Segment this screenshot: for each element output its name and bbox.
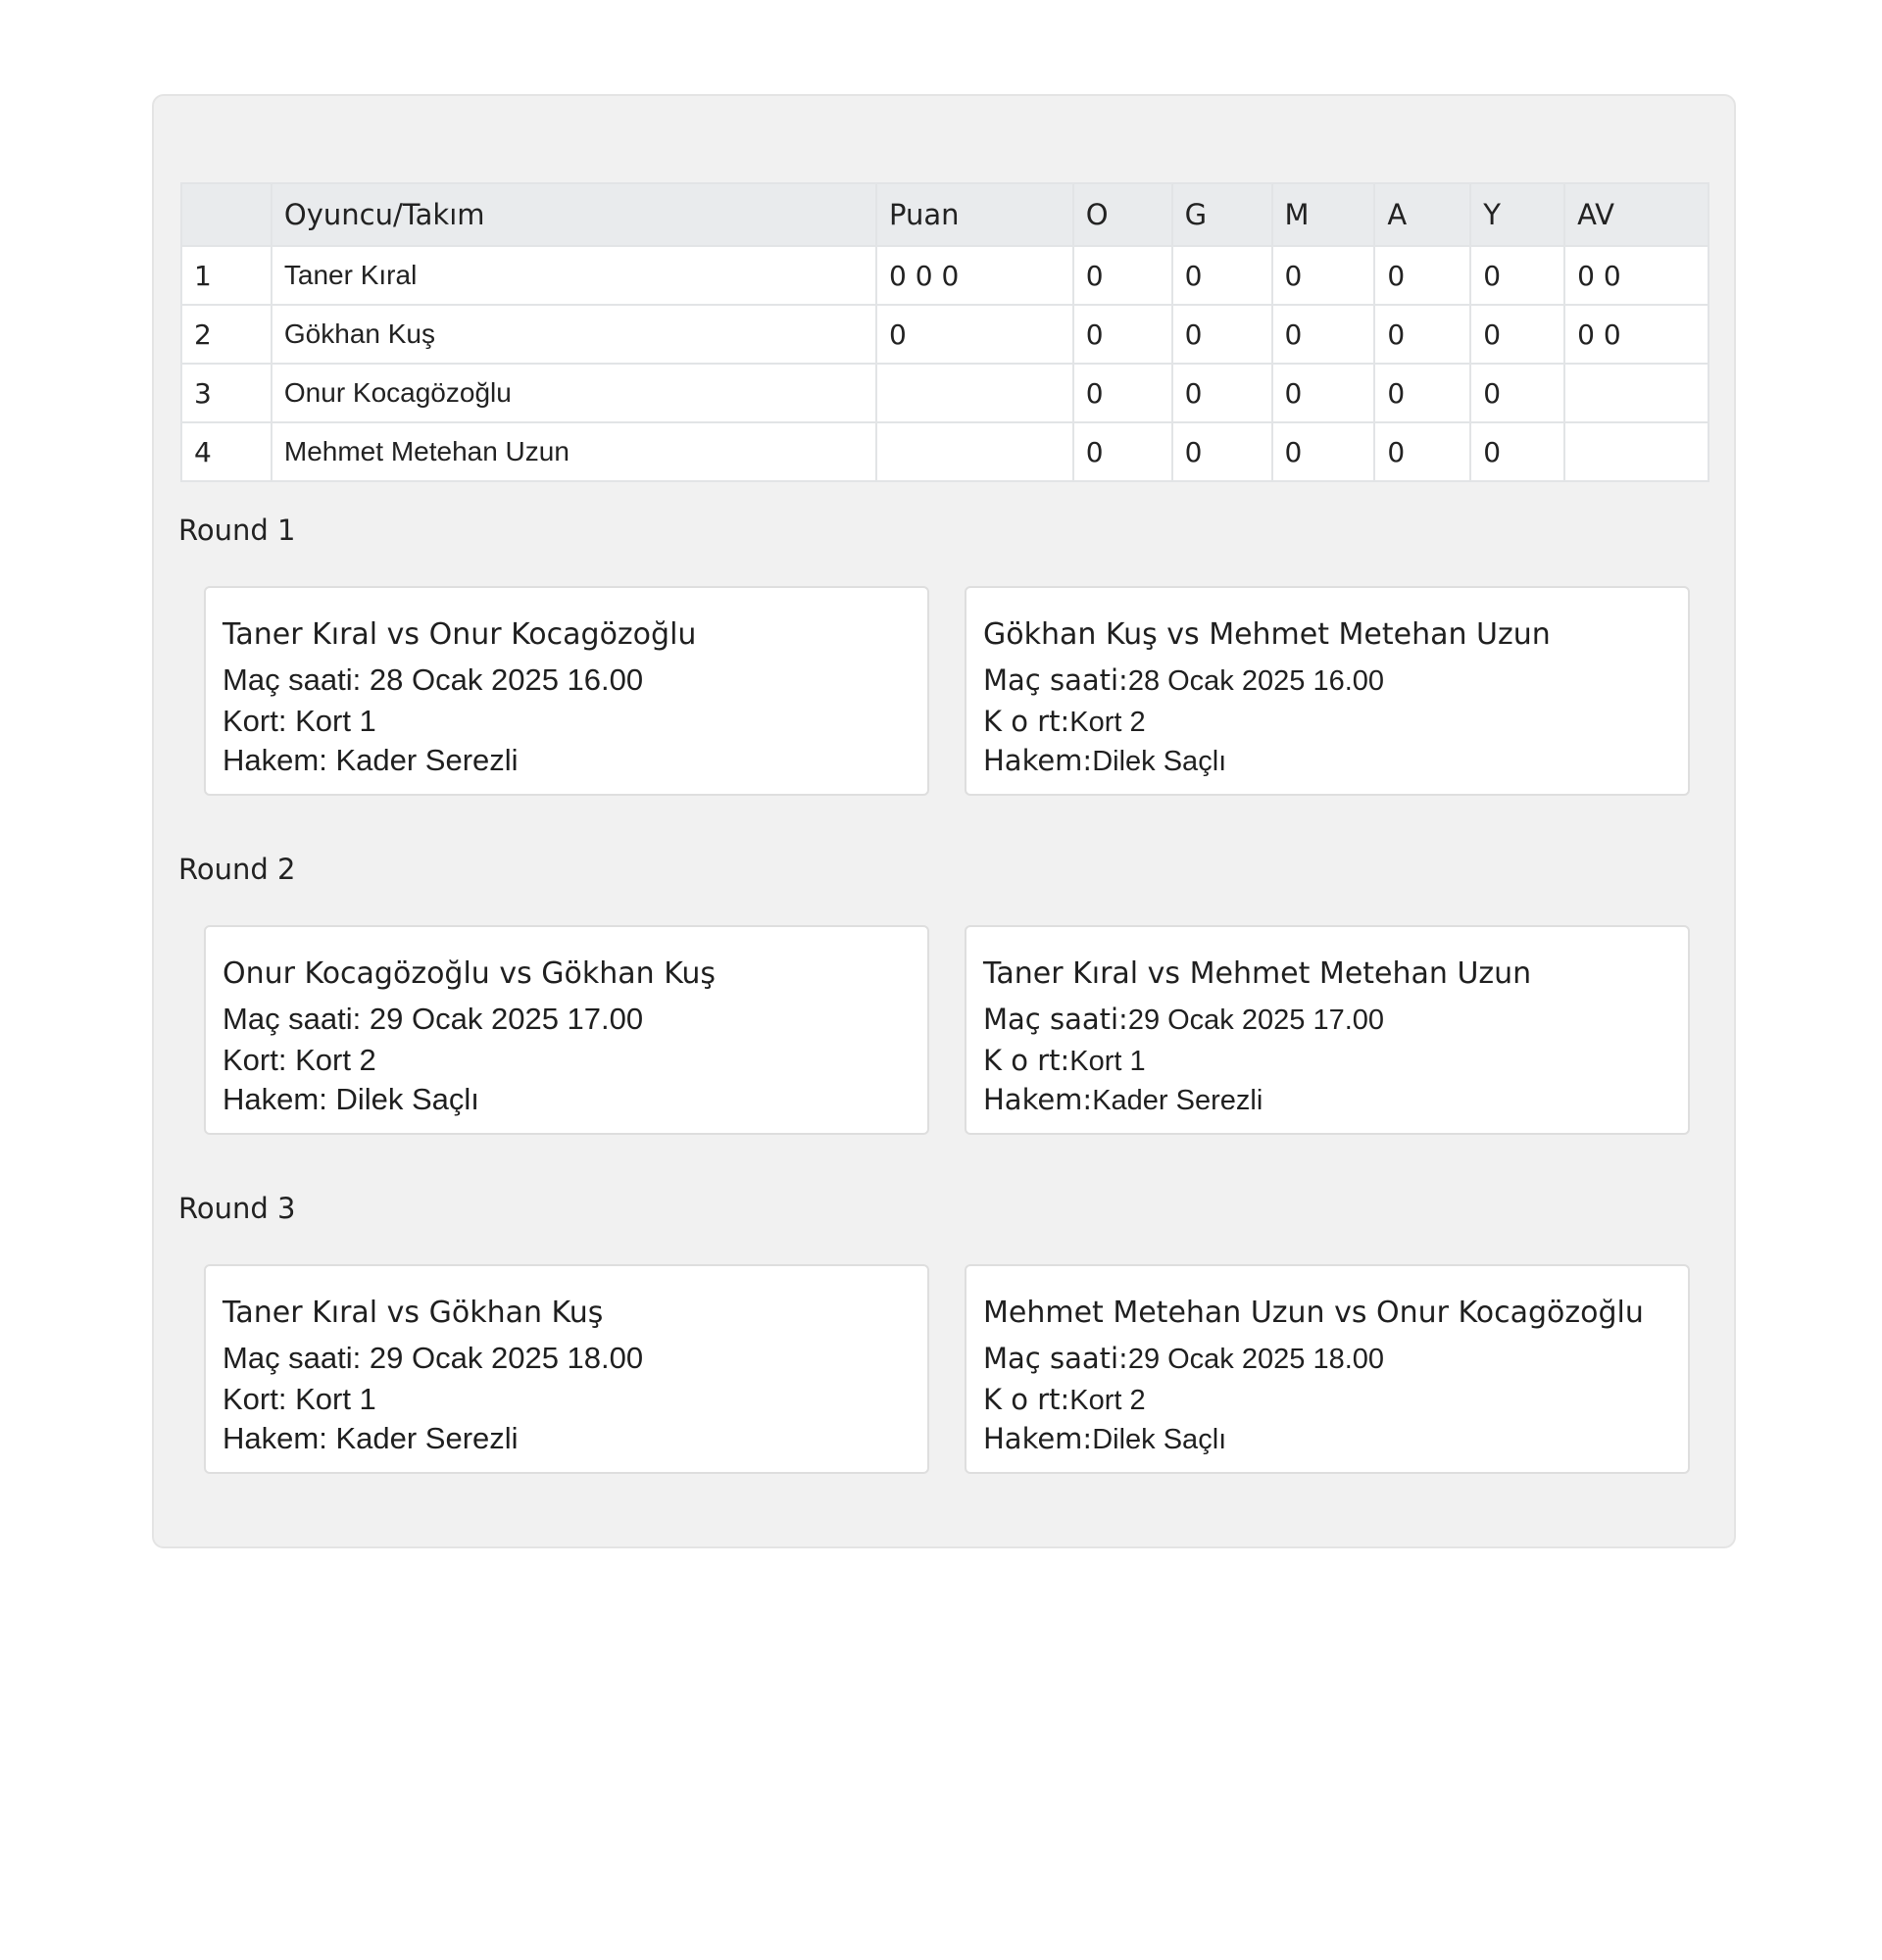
average-cell: 0 0 (1564, 246, 1709, 305)
match-time-label: Maç saati: (223, 662, 362, 697)
player-name-cell: Gökhan Kuş (272, 305, 876, 364)
match-time-value: 28 Ocak 2025 16.00 (1127, 665, 1385, 697)
points-cell (876, 364, 1073, 422)
match-time (223, 1341, 643, 1376)
match-time (983, 1002, 1384, 1037)
match-referee-label: Hakem: (983, 744, 1093, 777)
match-card (965, 586, 1690, 796)
match-time (983, 1341, 1384, 1376)
match-court-label: Kort: (223, 1382, 287, 1416)
match-title: Taner Kıral vs Gökhan Kuş (223, 1296, 604, 1330)
match-referee-label: Hakem: (223, 1421, 327, 1455)
match-referee-value: Dilek Saçlı (1092, 1424, 1227, 1455)
match-time-label: Maç saati: (223, 1341, 362, 1375)
match-court (223, 1382, 376, 1417)
match-title: Onur Kocagözoğlu vs Gökhan Kuş (223, 956, 717, 991)
match-court (983, 1382, 1146, 1417)
round-2-title: Round 2 (178, 853, 296, 886)
match-card (204, 925, 929, 1135)
match-court-label: K o rt: (983, 705, 1070, 738)
played-cell: 0 (1073, 246, 1172, 305)
match-referee-value: Kader Serezli (1092, 1085, 1263, 1116)
for-cell: 0 (1374, 364, 1470, 422)
for-cell: 0 (1374, 305, 1470, 364)
match-time-value: 29 Ocak 2025 18.00 (369, 1341, 644, 1375)
match-time-label: Maç saati: (983, 663, 1128, 697)
for-cell: 0 (1374, 422, 1470, 481)
round-1-title: Round 1 (178, 514, 296, 547)
match-referee-value: Kader Serezli (335, 1421, 519, 1455)
fixture-panel (152, 94, 1736, 1548)
header-rank (181, 183, 272, 246)
match-referee (983, 743, 1226, 778)
match-referee-value: Kader Serezli (335, 743, 519, 777)
won-cell: 0 (1172, 246, 1272, 305)
won-cell: 0 (1172, 364, 1272, 422)
match-referee-label: Hakem: (983, 1083, 1093, 1116)
standings-table (180, 182, 1709, 482)
points-cell (876, 422, 1073, 481)
lost-cell: 0 (1272, 305, 1375, 364)
average-cell (1564, 364, 1709, 422)
match-card (965, 925, 1690, 1135)
match-court-label: K o rt: (983, 1044, 1070, 1077)
match-title: Mehmet Metehan Uzun vs Onur Kocagözoğlu (983, 1296, 1644, 1330)
average-cell: 0 0 (1564, 305, 1709, 364)
match-referee-label: Hakem: (223, 1082, 327, 1116)
match-court-label: Kort: (223, 704, 287, 738)
table-row (181, 364, 1709, 422)
match-court-label: K o rt: (983, 1383, 1070, 1416)
won-cell: 0 (1172, 305, 1272, 364)
match-referee-value: Dilek Saçlı (1092, 746, 1227, 777)
match-referee-label: Hakem: (223, 743, 327, 777)
match-time (223, 1002, 643, 1037)
table-row (181, 422, 1709, 481)
against-cell: 0 (1470, 422, 1564, 481)
match-referee (223, 743, 519, 778)
for-cell: 0 (1374, 246, 1470, 305)
match-referee (983, 1082, 1263, 1117)
match-court-value: Kort 2 (1069, 707, 1146, 738)
played-cell: 0 (1073, 422, 1172, 481)
against-cell: 0 (1470, 246, 1564, 305)
points-cell: 0 (876, 305, 1073, 364)
match-title: Gökhan Kuş vs Mehmet Metehan Uzun (983, 617, 1551, 652)
header-player-team: Oyuncu/Takım (272, 183, 876, 246)
lost-cell: 0 (1272, 422, 1375, 481)
played-cell: 0 (1073, 364, 1172, 422)
match-court (983, 1043, 1146, 1078)
match-title: Taner Kıral vs Onur Kocagözoğlu (223, 617, 697, 652)
match-court-value: Kort 2 (295, 1043, 376, 1077)
match-card (204, 586, 929, 796)
match-court-value: Kort 1 (295, 1382, 376, 1416)
rank-cell: 3 (181, 364, 272, 422)
match-time-label: Maç saati: (983, 1342, 1128, 1375)
match-court-label: Kort: (223, 1043, 287, 1077)
match-referee-value: Dilek Saçlı (335, 1082, 479, 1116)
player-name-cell: Onur Kocagözoğlu (272, 364, 876, 422)
match-referee-label: Hakem: (983, 1422, 1093, 1455)
match-court-value: Kort 1 (295, 704, 376, 738)
average-cell (1564, 422, 1709, 481)
against-cell: 0 (1470, 364, 1564, 422)
rank-cell: 4 (181, 422, 272, 481)
standings-header-row (181, 183, 1709, 246)
points-cell: 0 0 0 (876, 246, 1073, 305)
table-row (181, 246, 1709, 305)
match-time (983, 662, 1384, 698)
lost-cell: 0 (1272, 364, 1375, 422)
against-cell: 0 (1470, 305, 1564, 364)
match-card (965, 1264, 1690, 1474)
lost-cell: 0 (1272, 246, 1375, 305)
match-time-value: 29 Ocak 2025 17.00 (1127, 1004, 1385, 1036)
rank-cell: 1 (181, 246, 272, 305)
match-court-value: Kort 1 (1069, 1046, 1146, 1077)
won-cell: 0 (1172, 422, 1272, 481)
header-played: O (1073, 183, 1172, 246)
header-average: AV (1564, 183, 1709, 246)
round-3-title: Round 3 (178, 1192, 296, 1225)
match-card (204, 1264, 929, 1474)
match-court (223, 1043, 376, 1078)
rank-cell: 2 (181, 305, 272, 364)
match-title: Taner Kıral vs Mehmet Metehan Uzun (983, 956, 1532, 991)
header-won: G (1172, 183, 1272, 246)
match-time-value: 29 Ocak 2025 18.00 (1127, 1344, 1385, 1375)
header-points: Puan (876, 183, 1073, 246)
header-for: A (1374, 183, 1470, 246)
player-name-cell: Taner Kıral (272, 246, 876, 305)
match-court (983, 704, 1146, 739)
match-referee (983, 1421, 1226, 1456)
match-time-value: 29 Ocak 2025 17.00 (369, 1002, 644, 1036)
match-time-label: Maç saati: (983, 1003, 1128, 1036)
played-cell: 0 (1073, 305, 1172, 364)
header-lost: M (1272, 183, 1375, 246)
table-row (181, 305, 1709, 364)
player-name-cell: Mehmet Metehan Uzun (272, 422, 876, 481)
match-time-value: 28 Ocak 2025 16.00 (369, 662, 644, 697)
match-court-value: Kort 2 (1069, 1385, 1146, 1416)
match-time-label: Maç saati: (223, 1002, 362, 1036)
match-time (223, 662, 643, 698)
header-against: Y (1470, 183, 1564, 246)
match-referee (223, 1082, 479, 1117)
match-court (223, 704, 376, 739)
match-referee (223, 1421, 519, 1456)
